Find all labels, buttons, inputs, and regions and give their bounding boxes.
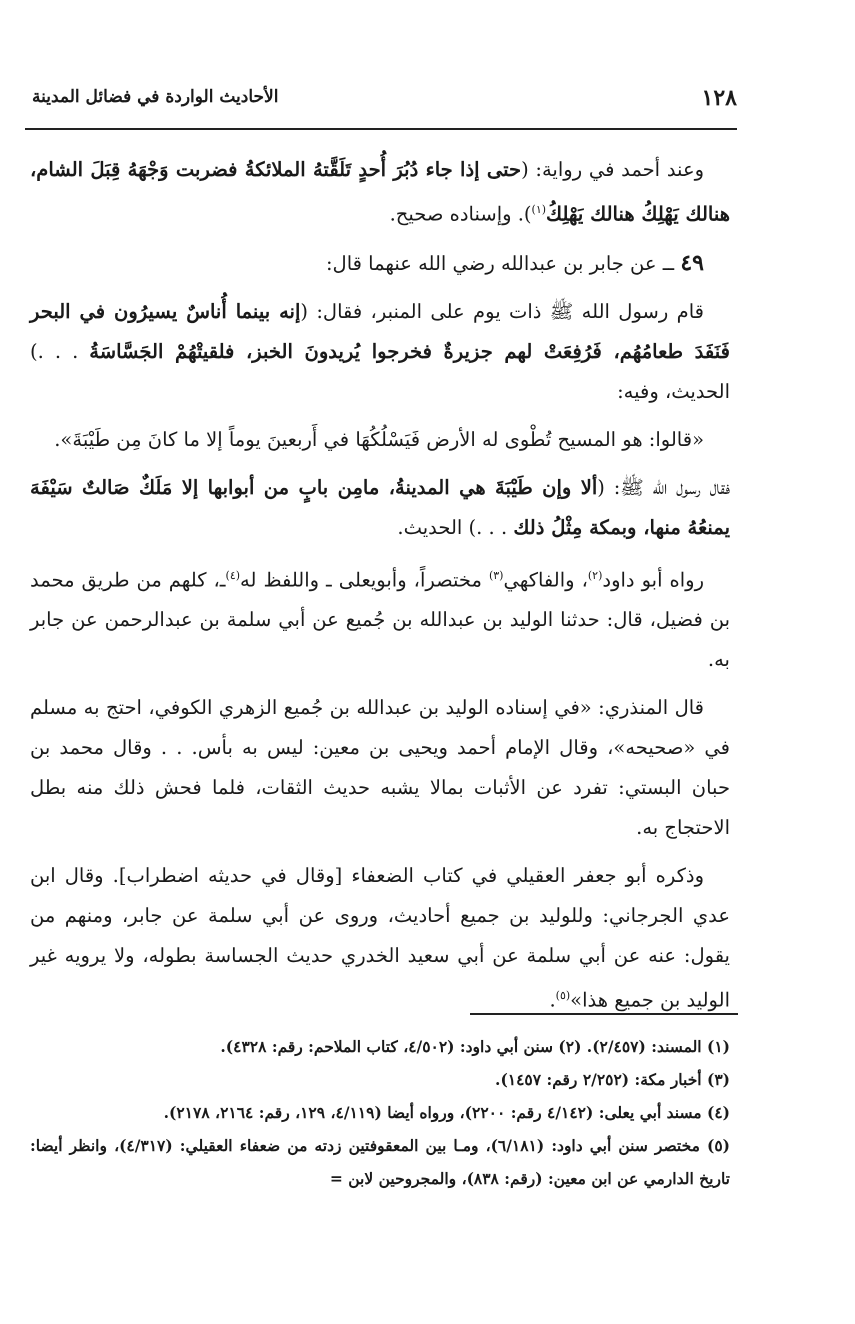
text-run: ، والفاكهي xyxy=(503,568,588,591)
paragraph-ahmad-narration xyxy=(30,150,730,235)
hadith-text: حتى إذا جاء دُبُرَ أُحدٍ تَلَقَّتهُ الملائكةُ فضربت وَجْهَهُ قِبَلَ الشام، هنالك يَهْلِكُ هنالك يَهْلِكُ xyxy=(30,158,730,226)
text-run: . xyxy=(549,988,556,1012)
paragraph-hadith-49-heading xyxy=(30,243,730,284)
text-run: قام رسول الله ﷺ ذات يوم على المنبر، فقال: ( xyxy=(300,299,704,323)
footnotes xyxy=(30,1030,730,1195)
main-text xyxy=(30,150,730,1029)
text-run: . . .) الحديث، وفيه: xyxy=(30,339,730,403)
paragraph-quote-masih: «قالوا: هو المسيح تُطْوى له الأرض فَيَسْلُكُهَا في أَربعينَ يوماً إلا ما كانَ مِن طَيْبَةَ». xyxy=(54,427,704,451)
footnote-ref-3: (٣) xyxy=(488,568,504,582)
hadith-text: إنه بينما أُناسٌ يسيرُون في البحر فَنَفَدَ طعامُهُم، فَرُفِعَتْ لهم جزيرةٌ فخرجوا يُريدونَ الخبز، فلقيتْهُمْ الجَسَّاسَةُ xyxy=(30,299,730,363)
footnote-1-2: (١) المسند: (٢/٤٥٧). (٢) سنن أبي داود: (٤/٥٠٢، كتاب الملاحم: رقم: ٤٣٢٨). xyxy=(220,1037,730,1056)
footnote-ref-5: (٥) xyxy=(555,989,571,1002)
paragraph-hadith-49-matn xyxy=(30,292,730,412)
footnote-5: (٥) مختصر سنن أبي داود: (٦/١٨١)، ومـا بين المعقوفتين زدته من ضعفاء العقيلي: (٤/٣١٧)، وانظر أيضا: تاريخ الدارمي عن ابن معين: (رقم: ٨٣٨)، والمجروحين لابن = xyxy=(30,1136,730,1188)
footnote-4: (٤) مسند أبي يعلى: (٤/١٤٢ رقم: ٢٢٠٠)، ورواه أيضا (٤/١١٩، ١٢٩، رقم: ٢١٦٤، ٢١٧٨). xyxy=(163,1103,730,1122)
hadith-text: ألا وإن طَيْبَةَ هي المدينةُ، مامِن بابٍ من أبوابها إلا مَلَكٌ صَالتٌ سَيْفَهَ يمنعُهُ منها، وبمكة مِثْلُ ذلك xyxy=(30,475,730,539)
page-header xyxy=(32,85,737,115)
footnote-separator xyxy=(470,1013,738,1015)
text-run: . . .) الحديث. xyxy=(397,515,514,539)
footnote-3: (٣) أخبار مكة: (٢/٢٥٢ رقم: ١٤٥٧). xyxy=(495,1070,730,1089)
text-run: ـ، كلهم من طريق محمد بن فضيل، قال: حدثنا الوليد بن عبدالله بن جُميع عن أبي سلمة بن عبدالرحمن عن جابر به. xyxy=(30,568,730,671)
text-run: وعند أحمد في رواية: ( xyxy=(521,158,704,181)
header-rule xyxy=(25,128,737,130)
hadith-chain-intro: ــ عن جابر بن عبدالله رضي الله عنهما قال: xyxy=(325,251,675,275)
footnote-ref-2: (٢) xyxy=(587,568,603,582)
footnote-ref-4: (٤) xyxy=(225,568,241,582)
page-number: ١٢٨ xyxy=(701,85,737,111)
running-title: الأحاديث الواردة في فضائل المدينة xyxy=(32,87,279,107)
text-run: رواه أبو داود xyxy=(602,568,704,591)
paragraph-uqayli xyxy=(30,856,730,1021)
text-run: ). وإسناده صحيح. xyxy=(389,202,532,226)
paragraph-mundhiri: قال المنذري: «في إسناده الوليد بن عبدالله بن جُميع الزهري الكوفي، احتج به مسلم في «صحيحه»، وقال الإمام أحمد ويحيى بن معين: ليس به بأس. . . وقال محمد بن حبان البستي: تفرد عن الأثبات بمالا يشبه حديث الثقات، فلما فحش ذلك منه بطل الاحتجاج به. xyxy=(30,696,730,839)
paragraph-takhrij xyxy=(30,556,730,681)
text-run: وذكره أبو جعفر العقيلي في كتاب الضعفاء [وقال في حديثه اضطراب]. وقال ابن عدي الجرجاني: وللوليد بن جميع أحاديث، وروى عن أبي سلمة عن جابر، ومنهم من يقول: عنه عن أبي سلمة عن أبي سعيد الخدري حديث الجساسة بطوله، ولا يرويه غير الوليد بن جميع هذا» xyxy=(30,864,730,1012)
paragraph-taybah xyxy=(30,468,730,548)
hadith-number: ٤٩ xyxy=(680,249,704,276)
footnote-ref-1: (١) xyxy=(531,203,547,216)
text-run: مختصراً، وأبويعلى ـ واللفظ له xyxy=(240,568,489,591)
text-run: فقال رسول الله ﷺ: ( xyxy=(597,475,730,499)
